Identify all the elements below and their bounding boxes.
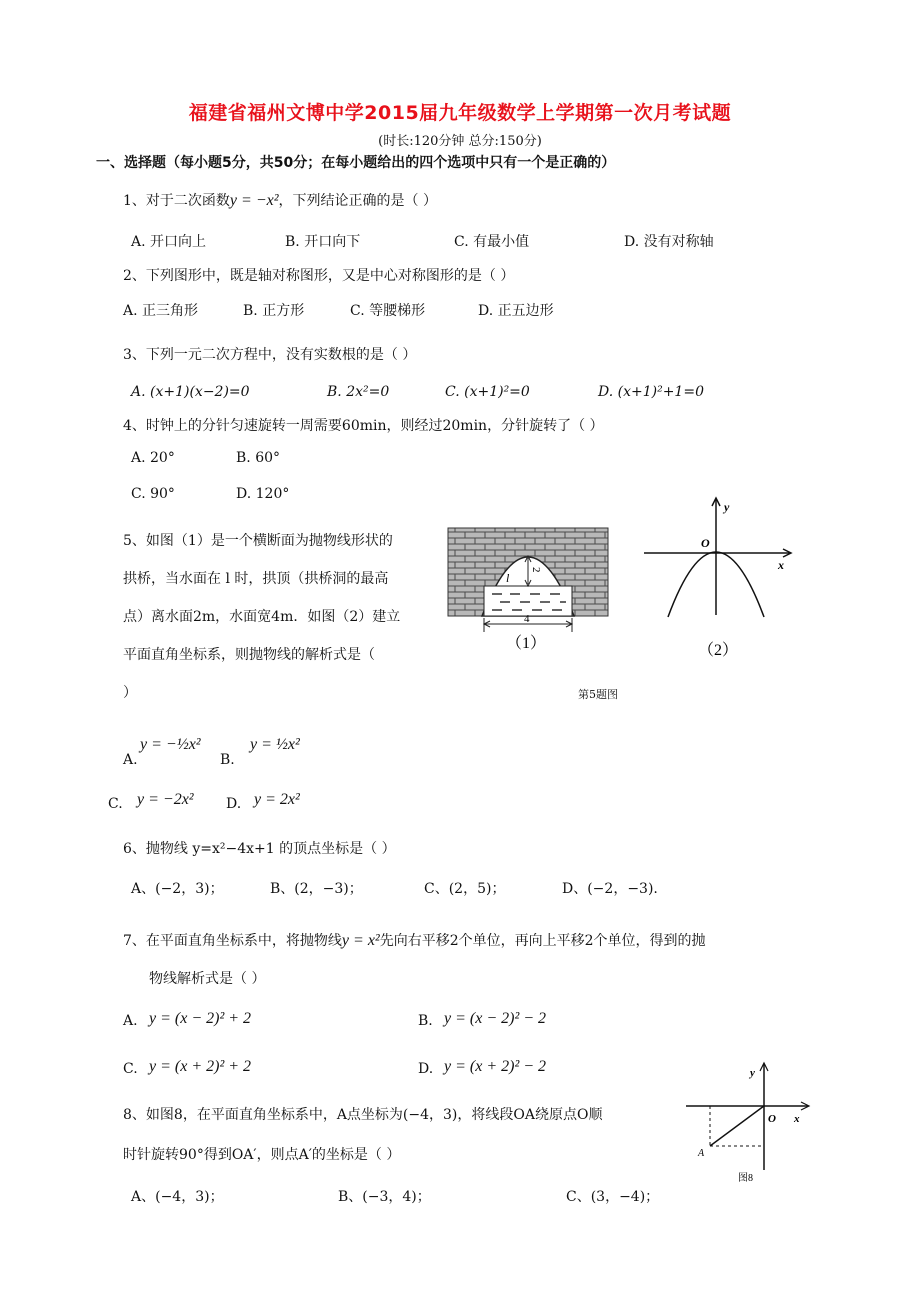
question-1 xyxy=(123,190,437,210)
bridge-figure xyxy=(440,520,618,670)
question-1-stem-post: ，下列结论正确的是（ ） xyxy=(278,193,437,209)
q7-option-b-formula: y = (x − 2)² − 2 xyxy=(444,1010,547,1027)
question-1-formula: y = −x² xyxy=(229,192,279,209)
question-3: 3、下列一元二次方程中，没有实数根的是（ ） xyxy=(123,347,417,363)
rotation-x-axis-label: x xyxy=(794,1113,800,1125)
bridge-width-label: 4 xyxy=(524,613,530,625)
parabola-x-axis-label: x xyxy=(778,558,784,572)
question-1-stem-pre: 1、对于二次函数 xyxy=(123,193,230,209)
question-8-line-1: 8、如图8，在平面直角坐标系中，A点坐标为(−4，3)，将线段OA绕原点O顺 xyxy=(123,1107,603,1123)
q7-option-c-label[interactable]: C. xyxy=(123,1061,138,1077)
question-5-line-2: 拱桥，当水面在 l 时，拱顶（拱桥洞的最高 xyxy=(123,571,389,587)
rotation-y-axis-label: y xyxy=(750,1067,755,1079)
question-6: 6、抛物线 y=x²−4x+1 的顶点坐标是（ ） xyxy=(123,841,396,857)
q7-option-a-label[interactable]: A. xyxy=(123,1013,138,1029)
q3-option-d[interactable]: D. (x+1)²+1=0 xyxy=(598,384,704,400)
q3-option-c[interactable]: C. (x+1)²=0 xyxy=(445,384,530,400)
q7-option-c-formula: y = (x + 2)² + 2 xyxy=(149,1058,252,1075)
parabola-origin-label: O xyxy=(701,536,710,550)
figure-1-label: （1） xyxy=(506,635,547,652)
question-8-line-2: 时针旋转90°得到OA′，则点A′的坐标是（ ） xyxy=(123,1147,401,1163)
q7-option-b-label[interactable]: B. xyxy=(418,1013,433,1029)
q4-option-b[interactable]: B. 60° xyxy=(236,450,281,466)
page-title: 福建省福州文博中学2015届九年级数学上学期第一次月考试题 xyxy=(188,102,732,124)
q5-option-b-formula: y = ½x² xyxy=(250,736,300,753)
question-7 xyxy=(123,930,706,950)
q5-option-a-formula: y = −½x² xyxy=(140,736,201,753)
parabola-y-axis-label: y xyxy=(724,500,730,514)
q4-option-a[interactable]: A. 20° xyxy=(131,450,175,466)
q3-option-b[interactable]: B. 2x²=0 xyxy=(327,384,390,400)
bridge-height-label: 2 xyxy=(530,567,542,573)
q1-option-c[interactable]: C. 有最小值 xyxy=(454,234,530,250)
q5-option-d-label[interactable]: D. xyxy=(226,796,242,812)
q1-option-a[interactable]: A. 开口向上 xyxy=(131,234,207,250)
rotation-origin-label: O xyxy=(768,1113,776,1125)
q7-option-d-formula: y = (x + 2)² − 2 xyxy=(444,1058,547,1075)
question-2: 2、下列图形中，既是轴对称图形，又是中心对称图形的是（ ） xyxy=(123,268,515,284)
q1-option-d[interactable]: D. 没有对称轴 xyxy=(624,234,714,250)
question-5-line-4: 平面直角坐标系，则抛物线的解析式是（ xyxy=(123,647,375,663)
q6-option-b[interactable]: B、(2，−3)； xyxy=(270,881,363,897)
question-7-formula: y = x² xyxy=(341,932,380,949)
q1-option-b[interactable]: B. 开口向下 xyxy=(285,234,361,250)
q7-option-d-label[interactable]: D. xyxy=(418,1061,434,1077)
water-level-label: l xyxy=(506,571,510,585)
q2-option-b[interactable]: B. 正方形 xyxy=(243,303,305,319)
question-5-line-1: 5、如图（1）是一个横断面为抛物线形状的 xyxy=(123,533,393,549)
q6-option-d[interactable]: D、(−2，−3). xyxy=(562,881,658,897)
q6-option-c[interactable]: C、(2，5)； xyxy=(424,881,506,897)
figure-5-caption: 第5题图 xyxy=(578,688,618,701)
q4-option-c[interactable]: C. 90° xyxy=(131,486,175,502)
rotation-figure xyxy=(682,1060,812,1184)
question-5-line-3: 点）离水面2m，水面宽4m．如图（2）建立 xyxy=(123,609,401,625)
question-7-stem-pre: 7、在平面直角坐标系中，将抛物线 xyxy=(123,933,342,949)
figure-2-label: （2） xyxy=(698,642,739,659)
q5-option-b-label[interactable]: B. xyxy=(220,752,235,768)
question-7-stem-post: 先向右平移2个单位，再向上平移2个单位，得到的抛 xyxy=(379,933,706,949)
q5-option-c-label[interactable]: C. xyxy=(108,796,123,812)
q5-option-c-formula: y = −2x² xyxy=(137,791,194,808)
q8-option-b[interactable]: B、(−3，4)； xyxy=(338,1189,431,1205)
q3-option-a[interactable]: A. (x+1)(x−2)=0 xyxy=(131,384,250,400)
q2-option-a[interactable]: A. 正三角形 xyxy=(123,303,199,319)
section-heading: 一、选择题（每小题5分，共50分；在每小题给出的四个选项中只有一个是正确的） xyxy=(96,155,616,171)
q5-option-d-formula: y = 2x² xyxy=(254,791,300,808)
question-5-line-5: ） xyxy=(123,685,137,701)
q8-option-c[interactable]: C、(3，−4)； xyxy=(566,1189,660,1205)
question-7-line-2: 物线解析式是（ ） xyxy=(149,971,266,987)
q2-option-c[interactable]: C. 等腰梯形 xyxy=(350,303,426,319)
q2-option-d[interactable]: D. 正五边形 xyxy=(478,303,554,319)
parabola-figure xyxy=(640,495,800,665)
q7-option-a-formula: y = (x − 2)² + 2 xyxy=(149,1010,252,1027)
rotation-point-label: A xyxy=(698,1148,705,1159)
q6-option-a[interactable]: A、(−2，3)； xyxy=(131,881,224,897)
figure-8-caption: 图8 xyxy=(738,1173,753,1184)
q4-option-d[interactable]: D. 120° xyxy=(236,486,290,502)
q5-option-a-label[interactable]: A. xyxy=(123,752,138,768)
q8-option-a[interactable]: A、(−4，3)； xyxy=(131,1189,224,1205)
exam-info: (时长:120分钟 总分:150分) xyxy=(378,134,542,149)
question-4: 4、时钟上的分针匀速旋转一周需要60min，则经过20min，分针旋转了（ ） xyxy=(123,418,604,434)
